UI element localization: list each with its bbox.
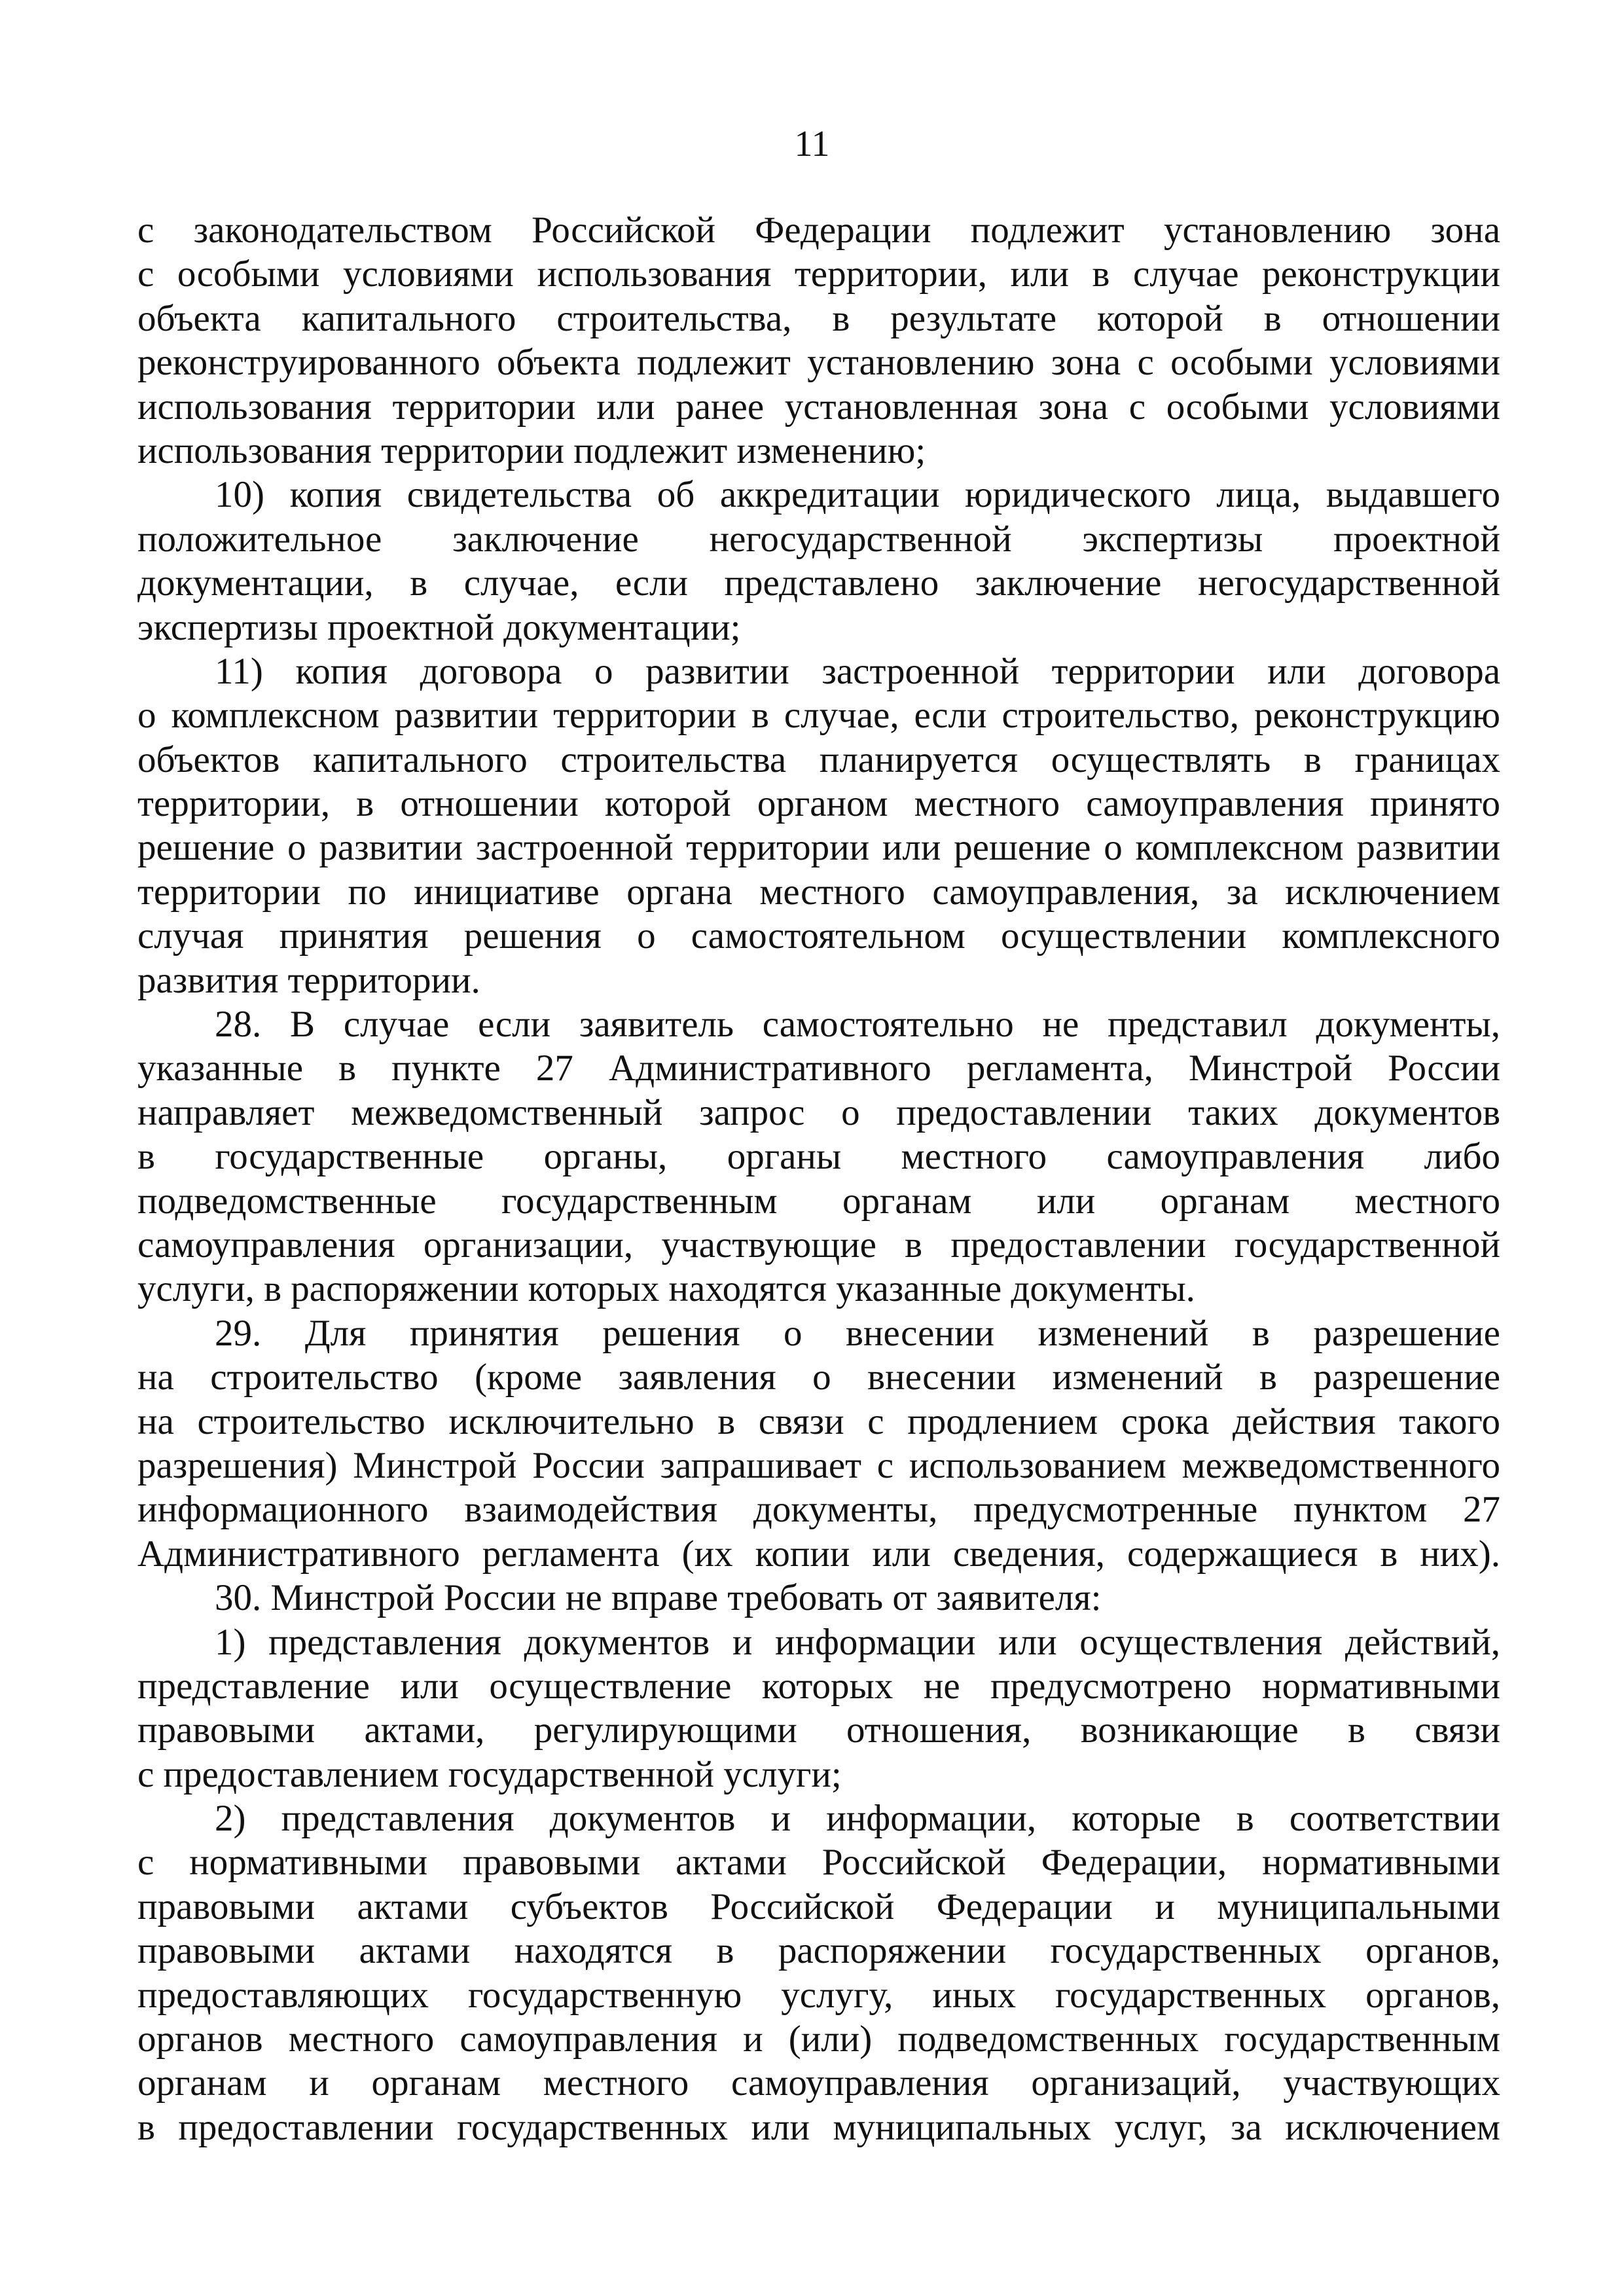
text-line: 10) копия свидетельства об аккредитации юридического лица, выдавшего	[215, 474, 1500, 516]
text-line: с особыми условиями использования территории, или в случае реконструкции	[137, 253, 1500, 295]
text-line: объектов капитального строительства планируется осуществлять в границах	[137, 738, 1500, 780]
text-line: о комплексном развитии территории в случае, если строительство, реконструкцию	[137, 695, 1500, 737]
page-number: 11	[794, 124, 830, 164]
text-line: Административного регламента (их копии или сведения, содержащиеся в них).	[137, 1533, 1500, 1575]
text-line: разрешения) Минстрой России запрашивает с использованием межведомственного	[137, 1444, 1500, 1486]
text-line: подведомственные государственным органам или органам местного	[137, 1180, 1500, 1222]
text-line: развития территории.	[137, 959, 480, 1001]
text-line: в государственные органы, органы местного самоуправления либо	[137, 1136, 1500, 1178]
text-line: предоставляющих государственную услугу, иных государственных органов,	[137, 1974, 1500, 2016]
text-line: правовыми актами находятся в распоряжении государственных органов,	[137, 1930, 1500, 1972]
text-line: органам и органам местного самоуправления организаций, участвующих	[137, 2062, 1500, 2104]
text-line: с законодательством Российской Федерации подлежит установлению зона	[137, 210, 1500, 251]
text-line: 11) копия договора о развитии застроенной территории или договора	[215, 650, 1500, 692]
text-line: указанные в пункте 27 Административного регламента, Минстрой России	[137, 1048, 1500, 1089]
text-line: экспертизы проектной документации;	[137, 606, 741, 648]
text-line: услуги, в распоряжении которых находятся указанные документы.	[137, 1268, 1195, 1310]
text-line: 2) представления документов и информации, которые в соответствии	[215, 1798, 1500, 1840]
text-line: самоуправления организации, участвующие в предоставлении государственной	[137, 1224, 1500, 1266]
text-line: использования территории или ранее установленная зона с особыми условиями	[137, 386, 1500, 428]
text-line: использования территории подлежит изменению;	[137, 429, 926, 471]
text-line: 1) представления документов и информации или осуществления действий,	[215, 1621, 1500, 1663]
text-line: реконструированного объекта подлежит установлению зона с особыми условиями	[137, 342, 1500, 384]
text-line: представление или осуществление которых не предусмотрено нормативными	[137, 1665, 1500, 1707]
text-line: решение о развитии застроенной территории или решение о комплексном развитии	[137, 827, 1500, 869]
document-body	[137, 208, 1500, 2149]
text-line: объекта капитального строительства, в результате которой в отношении	[137, 297, 1500, 339]
text-line: правовыми актами, регулирующими отношения, возникающие в связи	[137, 1709, 1500, 1751]
text-line: территории по инициативе органа местного самоуправления, за исключением	[137, 871, 1500, 913]
text-line: документации, в случае, если представлено заключение негосударственной	[137, 562, 1500, 604]
text-line: в предоставлении государственных или муниципальных услуг, за исключением	[137, 2106, 1500, 2148]
text-line: направляет межведомственный запрос о предоставлении таких документов	[137, 1091, 1500, 1133]
text-line: 30. Минстрой России не вправе требовать от заявителя:	[215, 1577, 1102, 1619]
text-line: на строительство (кроме заявления о внесении изменений в разрешение	[137, 1357, 1500, 1398]
text-line: 28. В случае если заявитель самостоятельно не представил документы,	[215, 1004, 1500, 1046]
text-line: информационного взаимодействия документы, предусмотренные пунктом 27	[137, 1489, 1500, 1531]
text-line: правовыми актами субъектов Российской Федерации и муниципальными	[137, 1886, 1500, 1927]
text-line: 29. Для принятия решения о внесении изменений в разрешение	[215, 1312, 1500, 1354]
text-line: территории, в отношении которой органом местного самоуправления принято	[137, 783, 1500, 825]
text-line: органов местного самоуправления и (или) подведомственных государственным	[137, 2018, 1500, 2060]
text-line: с предоставлением государственной услуги;	[137, 1753, 842, 1795]
text-line: случая принятия решения о самостоятельном осуществлении комплексного	[137, 915, 1500, 957]
text-line: положительное заключение негосударственной экспертизы проектной	[137, 518, 1500, 560]
text-line: с нормативными правовыми актами Российской Федерации, нормативными	[137, 1842, 1500, 1884]
text-line: на строительство исключительно в связи с продлением срока действия такого	[137, 1400, 1500, 1442]
